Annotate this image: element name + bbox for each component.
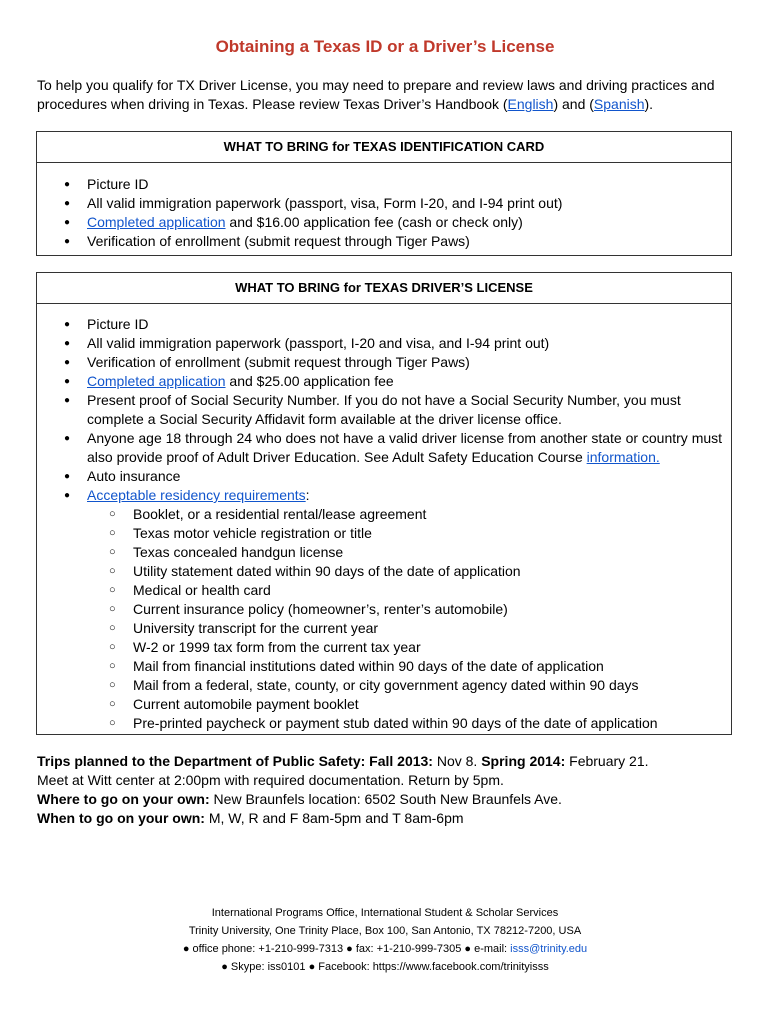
- residency-requirements-link[interactable]: Acceptable residency requirements: [87, 487, 306, 503]
- footer-contact: [0, 940, 770, 958]
- trips-dates-line: [37, 752, 737, 771]
- completed-application-link[interactable]: Completed application: [87, 214, 226, 230]
- drivers-license-list: [37, 315, 731, 733]
- residency-item: ○ University transcript for the current year: [87, 619, 731, 638]
- drivers-license-heading: WHAT TO BRING for TEXAS DRIVER’S LICENSE: [37, 273, 731, 304]
- id-card-heading: WHAT TO BRING for TEXAS IDENTIFICATION CARD: [37, 132, 731, 163]
- residency-item: ○ Pre-printed paycheck or payment stub dated within 90 days of the date of application: [87, 714, 731, 733]
- residency-item: ○ Medical or health card: [87, 581, 731, 600]
- residency-item: ○ Current insurance policy (homeowner’s, renter’s automobile): [87, 600, 731, 619]
- list-item: [37, 213, 731, 232]
- when-label: When to go on your own:: [37, 810, 205, 826]
- list-item: [37, 372, 731, 391]
- footer: [0, 904, 770, 976]
- list-item-text: and $25.00 application fee: [225, 373, 394, 389]
- intro-paragraph: [37, 76, 737, 114]
- list-item: [37, 486, 731, 733]
- email-link[interactable]: isss@trinity.edu: [510, 943, 588, 955]
- spanish-handbook-link[interactable]: Spanish: [593, 96, 645, 112]
- residency-item: ○ Utility statement dated within 90 days of the date of application: [87, 562, 731, 581]
- residency-list: [87, 505, 731, 733]
- list-item: ● Verification of enrollment (submit request through Tiger Paws): [37, 353, 731, 372]
- adult-education-info-link[interactable]: information.: [586, 449, 660, 465]
- english-handbook-link[interactable]: English: [507, 96, 554, 112]
- residency-item: ○ Mail from financial institutions dated within 90 days of the date of application: [87, 657, 731, 676]
- list-item-text: and $16.00 application fee (cash or check only): [225, 214, 523, 230]
- trips-spring-label: Spring 2014:: [481, 753, 566, 769]
- list-item: ● Picture ID: [37, 175, 731, 194]
- intro-text: ) and (: [553, 96, 594, 112]
- list-item: ● All valid immigration paperwork (passport, I-20 and visa, and I-94 print out): [37, 334, 731, 353]
- footer-contact-text: ● office phone: +1-210-999-7313 ● fax: +1-210-999-7305 ● e-mail:: [182, 943, 511, 955]
- id-card-list: [37, 175, 731, 251]
- trips-spring-date: February 21.: [565, 753, 649, 769]
- where-value: New Braunfels location: 6502 South New Braunfels Ave.: [209, 791, 562, 807]
- list-item: [37, 429, 731, 467]
- list-item: ● Auto insurance: [37, 467, 731, 486]
- trips-fall-date: Nov 8.: [432, 753, 482, 769]
- where-line: [37, 790, 737, 809]
- residency-item: ○ W-2 or 1999 tax form from the current tax year: [87, 638, 731, 657]
- drivers-license-section: [36, 272, 732, 735]
- residency-item: ○ Mail from a federal, state, county, or city government agency dated within 90 days: [87, 676, 731, 695]
- trips-info: [37, 752, 737, 828]
- footer-social: ● Skype: iss0101 ● Facebook: https://www.facebook.com/trinityisss: [221, 961, 549, 973]
- footer-office: International Programs Office, International Student & Scholar Services: [211, 907, 559, 919]
- when-value: M, W, R and F 8am-5pm and T 8am-6pm: [204, 810, 464, 826]
- list-item-text: :: [305, 487, 310, 503]
- residency-item: ○ Booklet, or a residential rental/lease agreement: [87, 505, 731, 524]
- page-title: Obtaining a Texas ID or a Driver’s License: [215, 37, 555, 56]
- footer-address: Trinity University, One Trinity Place, Box 100, San Antonio, TX 78212-7200, USA: [188, 925, 582, 937]
- list-item: ● Verification of enrollment (submit request through Tiger Paws): [37, 232, 731, 251]
- list-item-text: Anyone age 18 through 24 who does not have a valid driver license from another state or country must also provide proof of Adult Driver Education. See Adult Safety Education Course: [87, 430, 723, 465]
- trips-fall-label: Trips planned to the Department of Public Safety: Fall 2013:: [37, 753, 433, 769]
- residency-item: ○ Current automobile payment booklet: [87, 695, 731, 714]
- where-label: Where to go on your own:: [37, 791, 210, 807]
- completed-application-link[interactable]: Completed application: [87, 373, 226, 389]
- list-item: ● Present proof of Social Security Number. If you do not have a Social Security Number, you must complete a Social Security Affidavit form available at the driver license office.: [37, 391, 731, 429]
- intro-text: To help you qualify for TX Driver License, you may need to prepare and review laws and driving practices and procedures when driving in Texas. Please review Texas Driver’s Handbook (: [37, 77, 715, 112]
- residency-item: ○ Texas motor vehicle registration or title: [87, 524, 731, 543]
- list-item: ● All valid immigration paperwork (passport, visa, Form I-20, and I-94 print out): [37, 194, 731, 213]
- id-card-section: [36, 131, 732, 256]
- list-item: ● Picture ID: [37, 315, 731, 334]
- when-line: [37, 809, 737, 828]
- intro-text: ).: [644, 96, 654, 112]
- trips-meet-line: Meet at Witt center at 2:00pm with required documentation. Return by 5pm.: [37, 772, 504, 788]
- residency-item: ○ Texas concealed handgun license: [87, 543, 731, 562]
